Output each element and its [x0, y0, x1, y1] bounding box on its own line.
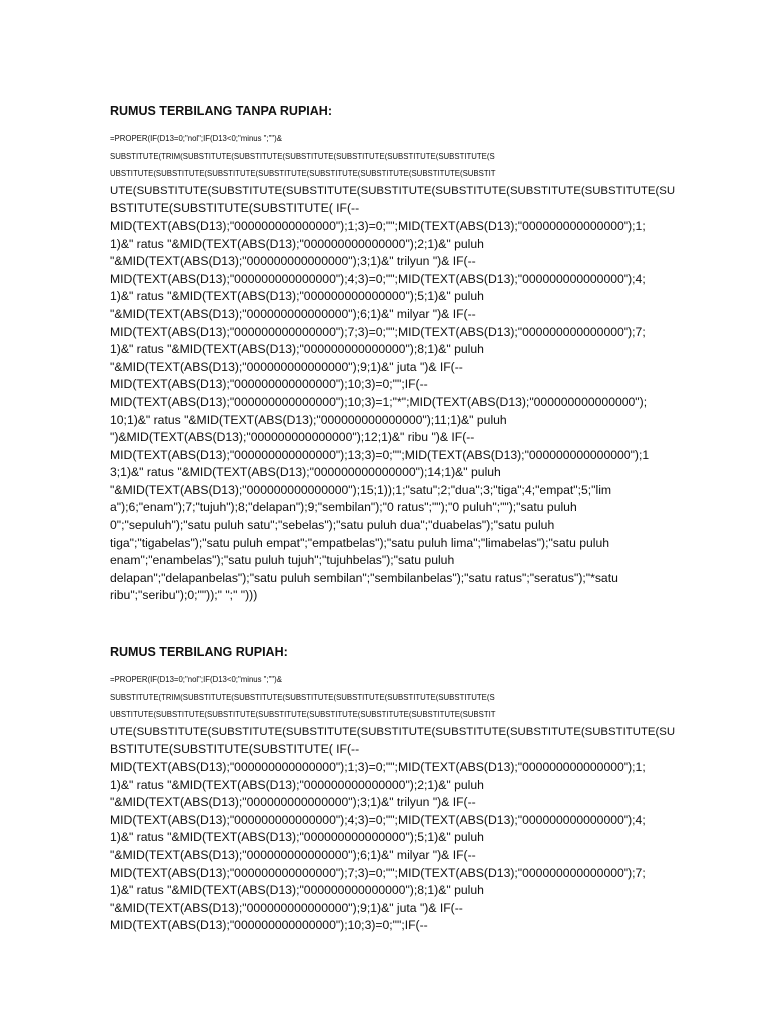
formula-line: BSTITUTE(SUBSTITUTE(SUBSTITUTE( IF(--: [110, 742, 360, 757]
formula-block-rupiah: [110, 671, 675, 935]
formula-line: MID(TEXT(ABS(D13);"000000000000000");1;3)=0;"";MID(TEXT(ABS(D13);"000000000000000");1;: [110, 218, 646, 233]
formula-line: MID(TEXT(ABS(D13);"000000000000000");4;3)=0;"";MID(TEXT(ABS(D13);"000000000000000");4;: [110, 271, 646, 286]
formula-line: MID(TEXT(ABS(D13);"000000000000000");10;3)=1;"*";MID(TEXT(ABS(D13);"000000000000000");: [110, 394, 648, 409]
formula-line: 1)&" ratus "&MID(TEXT(ABS(D13);"000000000000000");8;1)&" puluh: [110, 883, 484, 898]
formula-line: MID(TEXT(ABS(D13);"000000000000000");7;3)=0;"";MID(TEXT(ABS(D13);"000000000000000");7;: [110, 865, 646, 880]
formula-block-tanpa-rupiah: [110, 130, 675, 605]
formula-line: BSTITUTE(SUBSTITUTE(SUBSTITUTE( IF(--: [110, 201, 360, 216]
formula-line: "&MID(TEXT(ABS(D13);"000000000000000");9;1)&" juta ")& IF(--: [110, 900, 463, 915]
formula-line: 10;1)&" ratus "&MID(TEXT(ABS(D13);"000000000000000");11;1)&" puluh: [110, 412, 507, 427]
formula-line: 1)&" ratus "&MID(TEXT(ABS(D13);"000000000000000");8;1)&" puluh: [110, 342, 484, 357]
formula-line: "&MID(TEXT(ABS(D13);"000000000000000");15;1));1;"satu";2;"dua";3;"tiga";4;"empat";5;"lim: [110, 482, 612, 497]
formula-line: a");6;"enam");7;"tujuh");8;"delapan");9;"sembilan");"0 ratus";"");"0 puluh";"");"satu puluh: [110, 500, 577, 515]
formula-line: ")&MID(TEXT(ABS(D13);"000000000000000");12;1)&" ribu ")& IF(--: [110, 430, 475, 445]
formula-line: tiga";"tigabelas");"satu puluh empat";"empatbelas");"satu puluh lima";"limabelas");"satu puluh: [110, 535, 610, 550]
formula-line: enam";"enambelas");"satu puluh tujuh";"tujuhbelas");"satu puluh: [110, 553, 455, 568]
formula-line: MID(TEXT(ABS(D13);"000000000000000");10;3)=0;"";IF(--: [110, 377, 428, 392]
formula-line: 1)&" ratus "&MID(TEXT(ABS(D13);"000000000000000");5;1)&" puluh: [110, 830, 484, 845]
formula-line: 1)&" ratus "&MID(TEXT(ABS(D13);"000000000000000");2;1)&" puluh: [110, 777, 484, 792]
formula-line: 1)&" ratus "&MID(TEXT(ABS(D13);"000000000000000");5;1)&" puluh: [110, 289, 484, 304]
formula-line: UBSTITUTE(SUBSTITUTE(SUBSTITUTE(SUBSTITUTE(SUBSTITUTE(SUBSTITUTE(SUBSTITUTE(SUBSTIT: [110, 169, 496, 179]
formula-line: MID(TEXT(ABS(D13);"000000000000000");13;3)=0;"";MID(TEXT(ABS(D13);"000000000000000");1: [110, 447, 650, 462]
formula-line: MID(TEXT(ABS(D13);"000000000000000");1;3)=0;"";MID(TEXT(ABS(D13);"000000000000000");1;: [110, 759, 646, 774]
formula-line: UTE(SUBSTITUTE(SUBSTITUTE(SUBSTITUTE(SUBSTITUTE(SUBSTITUTE(SUBSTITUTE(SUBSTITUTE(SU: [110, 725, 676, 738]
formula-line: UTE(SUBSTITUTE(SUBSTITUTE(SUBSTITUTE(SUBSTITUTE(SUBSTITUTE(SUBSTITUTE(SUBSTITUTE(SU: [110, 184, 676, 197]
formula-line: "&MID(TEXT(ABS(D13);"000000000000000");6;1)&" milyar ")& IF(--: [110, 847, 476, 862]
formula-line: 3;1)&" ratus "&MID(TEXT(ABS(D13);"000000000000000");14;1)&" puluh: [110, 465, 501, 480]
formula-line: "&MID(TEXT(ABS(D13);"000000000000000");6;1)&" milyar ")& IF(--: [110, 306, 476, 321]
formula-line: =PROPER(IF(D13=0;"nol";IF(D13<0;"minus ";"")&: [110, 134, 282, 143]
formula-line: "&MID(TEXT(ABS(D13);"000000000000000");3;1)&" trilyun ")& IF(--: [110, 254, 476, 269]
formula-line: MID(TEXT(ABS(D13);"000000000000000");4;3)=0;"";MID(TEXT(ABS(D13);"000000000000000");4;: [110, 812, 646, 827]
formula-line: SUBSTITUTE(TRIM(SUBSTITUTE(SUBSTITUTE(SUBSTITUTE(SUBSTITUTE(SUBSTITUTE(SUBSTITUTE(S: [110, 692, 495, 702]
section-heading-rupiah: RUMUS TERBILANG RUPIAH:: [110, 645, 288, 659]
formula-line: delapan";"delapanbelas");"satu puluh sembilan";"sembilanbelas");"satu ratus";"seratus");"*satu: [110, 570, 618, 585]
formula-line: =PROPER(IF(D13=0;"nol";IF(D13<0;"minus ";"")&: [110, 675, 282, 684]
section-heading-tanpa-rupiah: RUMUS TERBILANG TANPA RUPIAH:: [110, 104, 332, 118]
formula-line: UBSTITUTE(SUBSTITUTE(SUBSTITUTE(SUBSTITUTE(SUBSTITUTE(SUBSTITUTE(SUBSTITUTE(SUBSTIT: [110, 710, 496, 720]
formula-line: "&MID(TEXT(ABS(D13);"000000000000000");3;1)&" trilyun ")& IF(--: [110, 795, 476, 810]
formula-line: MID(TEXT(ABS(D13);"000000000000000");10;3)=0;"";IF(--: [110, 918, 428, 933]
formula-line: SUBSTITUTE(TRIM(SUBSTITUTE(SUBSTITUTE(SUBSTITUTE(SUBSTITUTE(SUBSTITUTE(SUBSTITUTE(S: [110, 151, 495, 161]
formula-line: MID(TEXT(ABS(D13);"000000000000000");7;3)=0;"";MID(TEXT(ABS(D13);"000000000000000");7;: [110, 324, 646, 339]
formula-line: 1)&" ratus "&MID(TEXT(ABS(D13);"000000000000000");2;1)&" puluh: [110, 236, 484, 251]
formula-line: "&MID(TEXT(ABS(D13);"000000000000000");9;1)&" juta ")& IF(--: [110, 359, 463, 374]
formula-line: 0";"sepuluh");"satu puluh satu";"sebelas");"satu puluh dua";"duabelas");"satu puluh: [110, 518, 555, 533]
formula-line: ribu";"seribu");0;""));" ";" "))): [110, 588, 258, 603]
